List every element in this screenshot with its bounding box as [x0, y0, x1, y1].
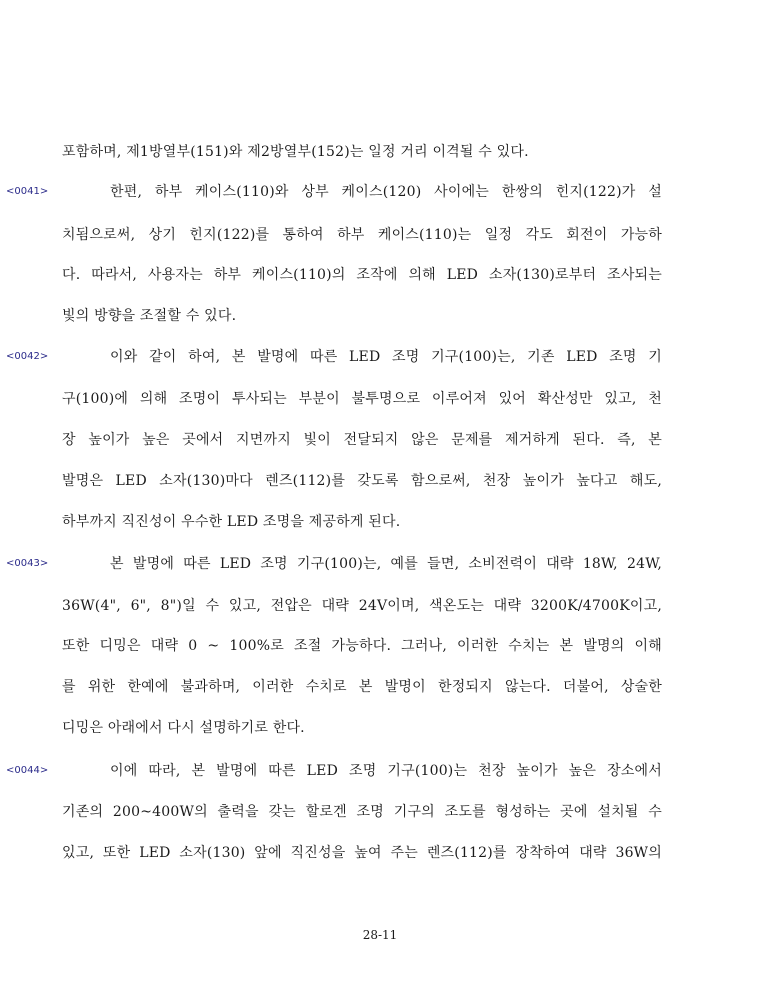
text-line: 이에 따라, 본 발명에 따른 LED 조명 기구(100)는 천장 높이가 높은 장소에서 [110, 763, 662, 779]
text-line: 이와 같이 하여, 본 발명에 따른 LED 조명 기구(100)는, 기존 LED 조명 기 [110, 349, 662, 365]
text-line: 디밍은 아래에서 다시 설명하기로 한다. [62, 720, 305, 736]
text-line: 치됨으로써, 상기 힌지(122)를 통하여 하부 케이스(110)는 일정 각도 회전이 가능하 [62, 227, 662, 243]
text-line: 장 높이가 높은 곳에서 지면까지 빛이 전달되지 않은 문제를 제거하게 된다. 즉, 본 [62, 432, 662, 448]
text-line: 또한 디밍은 대략 0 ~ 100%로 조절 가능하다. 그러나, 이러한 수치는 본 발명의 이해 [62, 638, 662, 654]
text-line: 발명은 LED 소자(130)마다 렌즈(112)를 갖도록 함으로써, 천장 높이가 높다고 해도, [62, 473, 662, 489]
page-number: 28-11 [362, 928, 398, 942]
text-line: 36W(4", 6", 8")일 수 있고, 전압은 대략 24V이며, 색온도는 대략 3200K/4700K이고, [62, 598, 662, 614]
paragraph-number: <0042> [6, 351, 49, 362]
text-line: 다. 따라서, 사용자는 하부 케이스(110)의 조작에 의해 LED 소자(130)로부터 조사되는 [62, 267, 662, 283]
paragraph-number: <0041> [6, 186, 49, 197]
text-line: 빛의 방향을 조절할 수 있다. [62, 308, 237, 324]
text-line: 기존의 200~400W의 출력을 갖는 할로겐 조명 기구의 조도를 형성하는 곳에 설치될 수 [62, 804, 662, 820]
text-line: 본 발명에 따른 LED 조명 기구(100)는, 예를 들면, 소비전력이 대략 18W, 24W, [110, 556, 662, 572]
text-line: 를 위한 한예에 불과하며, 이러한 수치로 본 발명이 한정되지 않는다. 더불어, 상술한 [62, 679, 662, 695]
paragraph-number: <0044> [6, 765, 49, 776]
paragraph-number: <0043> [6, 558, 49, 569]
text-line: 하부까지 직진성이 우수한 LED 조명을 제공하게 된다. [62, 514, 401, 530]
text-line: 한편, 하부 케이스(110)와 상부 케이스(120) 사이에는 한쌍의 힌지(122)가 설 [110, 184, 662, 200]
text-line: 구(100)에 의해 조명이 투사되는 부분이 불투명으로 이루어져 있어 확산성만 있고, 천 [62, 391, 662, 407]
text-line: 포함하며, 제1방열부(151)와 제2방열부(152)는 일정 거리 이격될 수 있다. [62, 144, 529, 160]
text-line: 있고, 또한 LED 소자(130) 앞에 직진성을 높여 주는 렌즈(112)를 장착하여 대략 36W의 [62, 845, 662, 861]
